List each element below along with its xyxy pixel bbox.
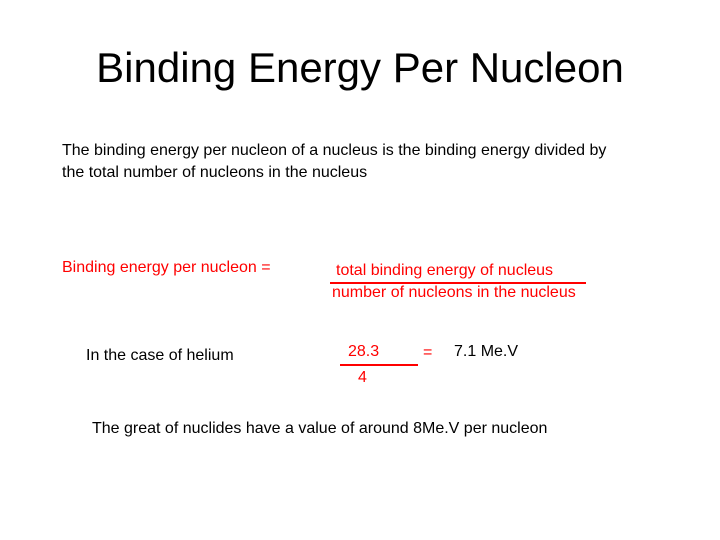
intro-paragraph	[62, 140, 606, 184]
formula-numerator: total binding energy of nucleus	[336, 262, 554, 279]
formula-lhs: Binding energy per nucleon =	[62, 259, 271, 276]
example-numerator: 28.3	[348, 343, 380, 360]
intro-line-1: The binding energy per nucleon of a nucleus is the binding energy divided by	[62, 142, 607, 159]
formula-denominator: number of nucleons in the nucleus	[332, 284, 576, 301]
example-fraction-bar	[340, 364, 418, 366]
example-result: 7.1 Me.V	[454, 343, 519, 360]
example-equals: =	[423, 344, 433, 361]
slide-title: Binding Energy Per Nucleon	[96, 44, 624, 91]
intro-line-2: the total number of nucleons in the nucleus	[62, 164, 368, 181]
conclusion-text: The great of nuclides have a value of around 8Me.V per nucleon	[92, 420, 548, 437]
example-label: In the case of helium	[86, 347, 234, 364]
example-denominator: 4	[358, 369, 367, 386]
